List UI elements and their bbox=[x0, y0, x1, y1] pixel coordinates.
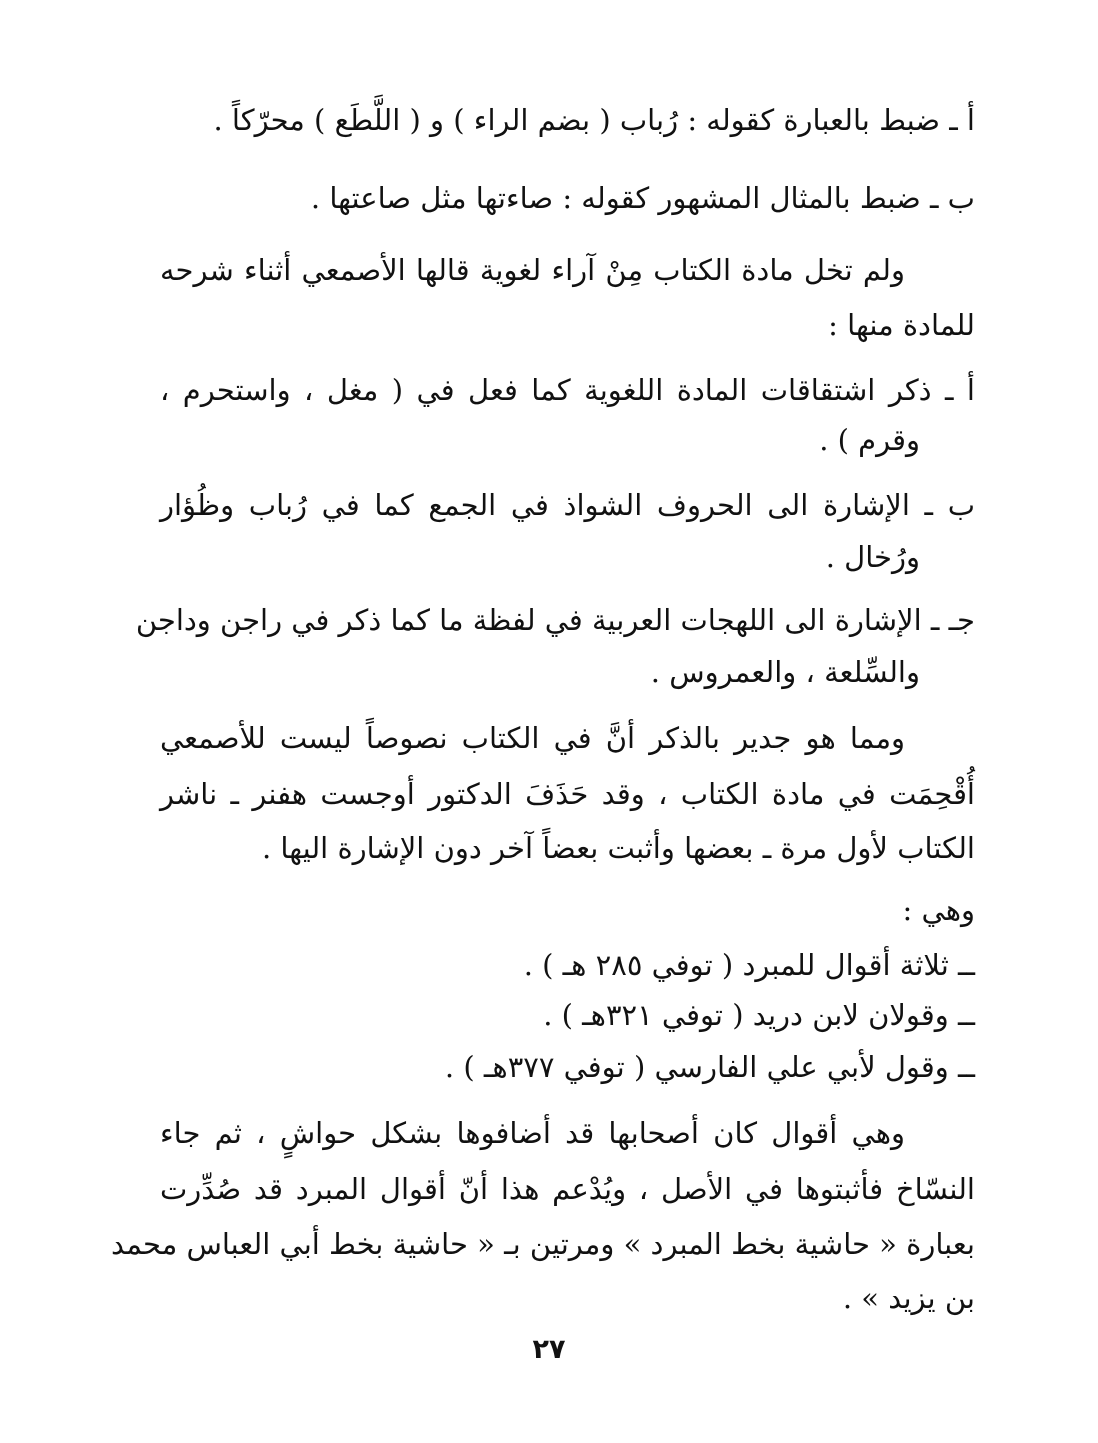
text-line: ــ وقولان لابن دريد ( توفي ٣٢١هـ ) . bbox=[543, 998, 975, 1032]
text-line: ولم تخل مادة الكتاب مِنْ آراء لغوية قالها الأصمعي أثناء شرحه bbox=[160, 253, 905, 287]
text-line: ورُخال . bbox=[825, 540, 920, 574]
text-line: بن يزيد » . bbox=[842, 1281, 975, 1315]
text-line: ومما هو جدير بالذكر أنَّ في الكتاب نصوصاً ليست للأصمعي bbox=[160, 721, 905, 755]
text-line: أ ـ ضبط بالعبارة كقوله : رُباب ( بضم الراء ) و ( اللَّطَع ) محرّكاً . bbox=[213, 103, 975, 137]
text-line: النسّاخ فأثبتوها في الأصل ، ويُدْعم هذا أنّ أقوال المبرد قد صُدِّرت bbox=[160, 1172, 975, 1206]
text-line: ب ـ الإشارة الى الحروف الشواذ في الجمع كما في رُباب وظُؤار bbox=[160, 488, 975, 522]
text-line: للمادة منها : bbox=[828, 308, 975, 342]
text-line: والسِّلعة ، والعمروس . bbox=[650, 655, 920, 689]
text-line: وهي : bbox=[902, 893, 975, 927]
text-line: ب ـ ضبط بالمثال المشهور كقوله : صاءتها مثل صاعتها . bbox=[310, 181, 975, 215]
text-line: وهي أقوال كان أصحابها قد أضافوها بشكل حواشٍ ، ثم جاء bbox=[160, 1116, 905, 1150]
text-line: الكتاب لأول مرة ـ بعضها وأثبت بعضاً آخر دون الإشارة اليها . bbox=[261, 831, 975, 865]
text-line: ــ ثلاثة أقوال للمبرد ( توفي ٢٨٥ هـ ) . bbox=[523, 948, 975, 982]
text-line: ــ وقول لأبي علي الفارسي ( توفي ٣٧٧هـ ) . bbox=[444, 1050, 975, 1084]
text-line: وقرم ) . bbox=[819, 423, 920, 457]
text-line: أ ـ ذكر اشتقاقات المادة اللغوية كما فعل في ( مغل ، واستحرم ، bbox=[160, 373, 975, 407]
text-line: أُقْحِمَت في مادة الكتاب ، وقد حَذَفَ الدكتور أوجست هفنر ـ ناشر bbox=[160, 777, 975, 811]
text-line: جـ ـ الإشارة الى اللهجات العربية في لفظة ما كما ذكر في راجن وداجن bbox=[135, 603, 975, 637]
text-line: بعبارة « حاشية بخط المبرد » ومرتين بـ « حاشية بخط أبي العباس محمد bbox=[110, 1227, 975, 1261]
page-number: ٢٧ bbox=[532, 1334, 566, 1365]
